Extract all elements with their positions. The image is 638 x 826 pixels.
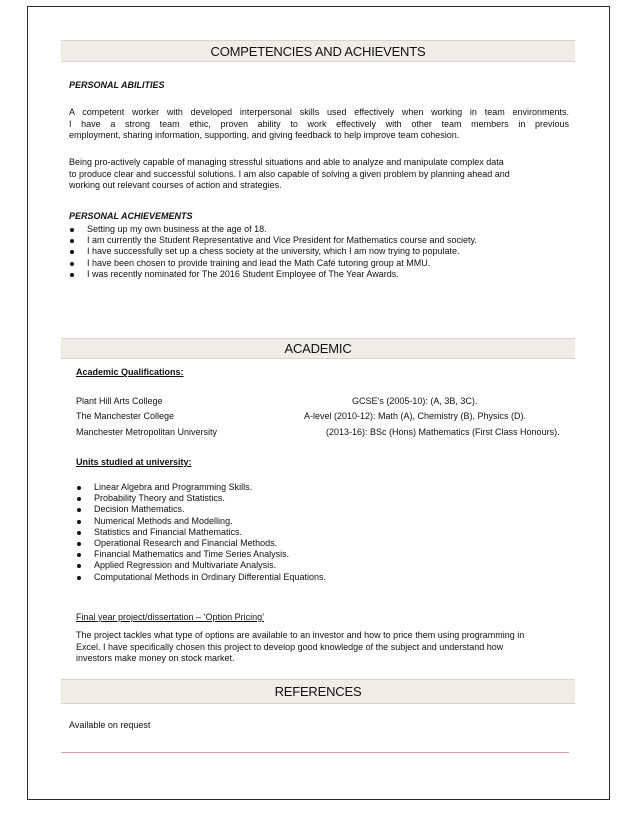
bullet-icon: [77, 520, 81, 524]
references-section-header: [61, 679, 575, 704]
abilities-paragraph-1: [69, 107, 569, 142]
paragraph-line: to produce clear and successful solutions. I am also capable of solving a given problem by planning ahead and: [69, 168, 510, 179]
abilities-paragraph-2: [69, 157, 569, 192]
bullet-icon: [70, 239, 74, 243]
bullet-icon: [77, 508, 81, 512]
list-item: Probability Theory and Statistics.: [74, 493, 326, 504]
bullet-icon: [77, 564, 81, 568]
list-item: Applied Regression and Multivariate Analysis.: [74, 560, 326, 571]
final-project-heading: Final year project/dissertation – ‘Option Pricing’: [76, 612, 265, 622]
units-list: [74, 482, 326, 583]
paragraph-line: investors make money on stock market.: [76, 653, 235, 663]
bullet-icon: [77, 486, 81, 490]
references-text: Available on request: [69, 720, 151, 730]
paragraph-line: Excel. I have specifically chosen this project to develop good knowledge of the subject and understand how: [76, 641, 504, 652]
paragraph-line: working out relevant courses of action and strategies.: [69, 180, 282, 190]
personal-achievements-heading: PERSONAL ACHIEVEMENTS: [69, 211, 193, 221]
list-item: I was recently nominated for The 2016 Student Employee of The Year Awards.: [67, 269, 477, 280]
paragraph-line: employment, sharing information, supporting, and giving feedback to help improve team cohesion.: [69, 130, 460, 140]
list-item: Decision Mathematics.: [74, 504, 326, 515]
list-item: Linear Algebra and Programming Skills.: [74, 482, 326, 493]
bullet-icon: [70, 273, 74, 277]
bullet-icon: [77, 531, 81, 535]
paragraph-line: Being pro-actively capable of managing stressful situations and able to analyze and manipulate complex data: [69, 157, 504, 167]
academic-section-header: [61, 338, 575, 359]
list-item: Computational Methods in Ordinary Differential Equations.: [74, 572, 326, 583]
paragraph-line: A competent worker with developed interpersonal skills used effectively when working in team environments.: [69, 107, 569, 117]
bullet-icon: [70, 250, 74, 254]
qualification-detail: GCSE’s (2005-10): (A, 3B, 3C).: [352, 396, 478, 406]
list-item: Statistics and Financial Mathematics.: [74, 527, 326, 538]
competencies-title: COMPETENCIES AND ACHIEVENTS: [210, 43, 426, 59]
list-item: Financial Mathematics and Time Series Analysis.: [74, 549, 326, 560]
units-studied-heading: Units studied at university:: [76, 457, 192, 467]
competencies-section-header: [61, 40, 575, 62]
bullet-icon: [77, 542, 81, 546]
list-item: Numerical Methods and Modelling.: [74, 516, 326, 527]
footer-divider: [61, 752, 569, 753]
qualification-institution: The Manchester College: [76, 411, 175, 421]
paragraph-line: The project tackles what type of options are available to an investor and how to price them using programming in: [76, 630, 525, 640]
list-item: I have been chosen to provide training and lead the Math Café tutoring group at MMU.: [67, 258, 477, 269]
bullet-icon: [70, 262, 74, 266]
achievements-list: [67, 224, 477, 280]
paragraph-line: I have a strong team ethic, proven ability to work effectively with other team members in previous: [69, 118, 569, 129]
bullet-icon: [77, 576, 81, 580]
list-item: Setting up my own business at the age of 18.: [67, 224, 477, 235]
bullet-icon: [77, 553, 81, 557]
references-title: REFERENCES: [274, 684, 362, 699]
qualification-institution: Manchester Metropolitan University: [76, 427, 218, 437]
personal-abilities-heading: PERSONAL ABILITIES: [69, 80, 165, 90]
project-description: [76, 630, 566, 665]
qualification-detail: A-level (2010-12): Math (A), Chemistry (B), Physics (D).: [304, 411, 527, 421]
qualification-institution: Plant Hill Arts College: [76, 396, 163, 406]
list-item: Operational Research and Financial Methods.: [74, 538, 326, 549]
bullet-icon: [77, 497, 81, 501]
qualification-detail: (2013-16): BSc (Hons) Mathematics (First Class Honours).: [326, 427, 560, 437]
list-item: I have successfully set up a chess society at the university, which I am now trying to populate.: [67, 246, 477, 257]
list-item: I am currently the Student Representative and Vice President for Mathematics course and society.: [67, 235, 477, 246]
bullet-icon: [70, 228, 74, 232]
academic-title: ACADEMIC: [284, 341, 352, 356]
academic-qualifications-heading: Academic Qualifications:: [76, 367, 184, 377]
